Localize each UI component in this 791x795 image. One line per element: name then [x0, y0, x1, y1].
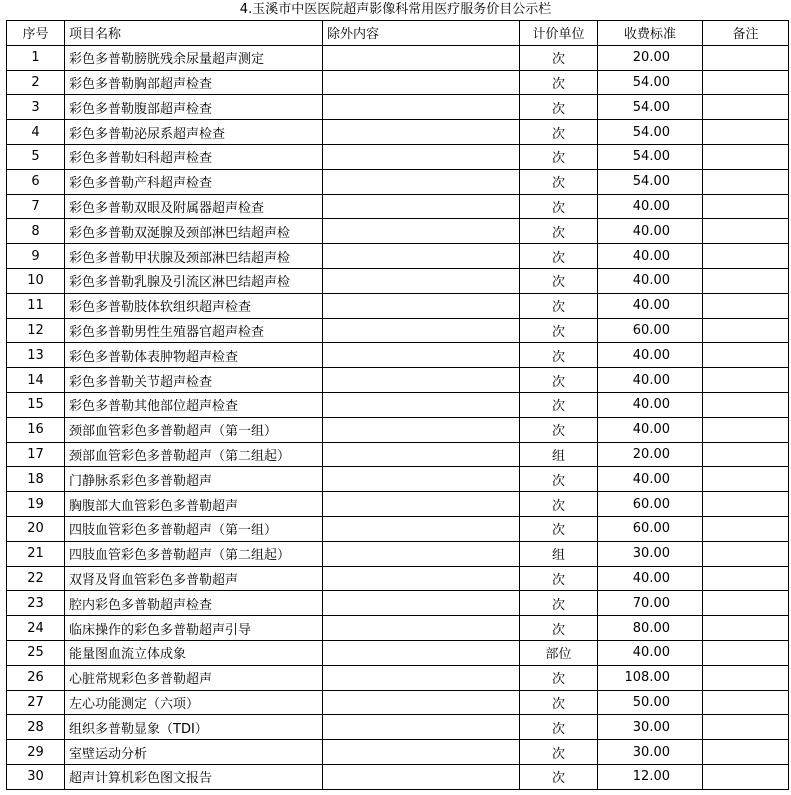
remarks	[703, 417, 789, 442]
exclusions	[323, 541, 520, 566]
remarks	[703, 516, 789, 541]
item-name: 彩色多普勒双涎腺及颈部淋巴结超声检	[65, 219, 323, 244]
item-name: 左心功能测定（六项）	[65, 690, 323, 715]
row-number: 14	[7, 368, 65, 393]
table-row	[7, 144, 789, 169]
exclusions	[323, 194, 520, 219]
row-number: 12	[7, 318, 65, 343]
item-name: 彩色多普勒关节超声检查	[65, 368, 323, 393]
table-row	[7, 343, 789, 368]
exclusions	[323, 244, 520, 269]
row-number: 27	[7, 690, 65, 715]
pricing-unit: 次	[520, 194, 598, 219]
row-number: 13	[7, 343, 65, 368]
row-number: 7	[7, 194, 65, 219]
row-number: 6	[7, 169, 65, 194]
exclusions	[323, 616, 520, 641]
exclusions	[323, 566, 520, 591]
exclusions	[323, 219, 520, 244]
item-name: 彩色多普勒体表肿物超声检查	[65, 343, 323, 368]
table-row	[7, 219, 789, 244]
table-row	[7, 45, 789, 70]
pricing-unit: 次	[520, 467, 598, 492]
row-number: 8	[7, 219, 65, 244]
fee-standard: 40.00	[598, 392, 703, 417]
item-name: 胸腹部大血管彩色多普勒超声	[65, 492, 323, 517]
pricing-unit: 次	[520, 616, 598, 641]
item-name: 彩色多普勒胸部超声检查	[65, 70, 323, 95]
remarks	[703, 45, 789, 70]
remarks	[703, 194, 789, 219]
item-name: 腔内彩色多普勒超声检查	[65, 591, 323, 616]
fee-standard: 40.00	[598, 268, 703, 293]
fee-standard: 54.00	[598, 169, 703, 194]
page-title: 4.玉溪市中医医院超声影像科常用医疗服务价目公示栏	[239, 2, 552, 17]
pricing-unit: 次	[520, 715, 598, 740]
row-number: 18	[7, 467, 65, 492]
fee-standard: 30.00	[598, 541, 703, 566]
remarks	[703, 244, 789, 269]
remarks	[703, 616, 789, 641]
pricing-unit: 次	[520, 566, 598, 591]
fee-standard: 40.00	[598, 219, 703, 244]
header-unit: 计价单位	[520, 21, 598, 46]
fee-standard: 108.00	[598, 665, 703, 690]
pricing-unit: 次	[520, 144, 598, 169]
remarks	[703, 591, 789, 616]
fee-standard: 20.00	[598, 45, 703, 70]
fee-standard: 40.00	[598, 640, 703, 665]
table-row	[7, 665, 789, 690]
fee-standard: 54.00	[598, 95, 703, 120]
fee-standard: 54.00	[598, 120, 703, 145]
fee-standard: 40.00	[598, 417, 703, 442]
pricing-unit: 次	[520, 764, 598, 789]
remarks	[703, 343, 789, 368]
table-row	[7, 467, 789, 492]
item-name: 能量图血流立体成象	[65, 640, 323, 665]
header-name: 项目名称	[65, 21, 323, 46]
item-name: 彩色多普勒男性生殖器官超声检查	[65, 318, 323, 343]
fee-standard: 12.00	[598, 764, 703, 789]
pricing-unit: 次	[520, 492, 598, 517]
exclusions	[323, 368, 520, 393]
item-name: 临床操作的彩色多普勒超声引导	[65, 616, 323, 641]
fee-standard: 70.00	[598, 591, 703, 616]
row-number: 23	[7, 591, 65, 616]
table-row	[7, 293, 789, 318]
fee-standard: 60.00	[598, 492, 703, 517]
pricing-unit: 次	[520, 120, 598, 145]
item-name: 双肾及肾血管彩色多普勒超声	[65, 566, 323, 591]
remarks	[703, 492, 789, 517]
exclusions	[323, 293, 520, 318]
exclusions	[323, 95, 520, 120]
exclusions	[323, 715, 520, 740]
pricing-unit: 组	[520, 541, 598, 566]
table-row	[7, 244, 789, 269]
remarks	[703, 268, 789, 293]
remarks	[703, 740, 789, 765]
pricing-unit: 次	[520, 690, 598, 715]
item-name: 室壁运动分析	[65, 740, 323, 765]
fee-standard: 40.00	[598, 467, 703, 492]
row-number: 3	[7, 95, 65, 120]
remarks	[703, 541, 789, 566]
exclusions	[323, 392, 520, 417]
table-row	[7, 318, 789, 343]
fee-standard: 20.00	[598, 442, 703, 467]
item-name: 彩色多普勒肢体软组织超声检查	[65, 293, 323, 318]
table-row	[7, 194, 789, 219]
remarks	[703, 665, 789, 690]
exclusions	[323, 764, 520, 789]
table-row	[7, 417, 789, 442]
fee-standard: 30.00	[598, 715, 703, 740]
pricing-unit: 次	[520, 244, 598, 269]
exclusions	[323, 591, 520, 616]
row-number: 24	[7, 616, 65, 641]
row-number: 5	[7, 144, 65, 169]
fee-standard: 40.00	[598, 293, 703, 318]
row-number: 21	[7, 541, 65, 566]
row-number: 19	[7, 492, 65, 517]
fee-standard: 80.00	[598, 616, 703, 641]
item-name: 彩色多普勒产科超声检查	[65, 169, 323, 194]
pricing-unit: 次	[520, 219, 598, 244]
fee-standard: 50.00	[598, 690, 703, 715]
fee-standard: 40.00	[598, 244, 703, 269]
pricing-unit: 次	[520, 343, 598, 368]
pricing-unit: 次	[520, 318, 598, 343]
header-row	[7, 21, 789, 46]
pricing-unit: 次	[520, 392, 598, 417]
item-name: 颈部血管彩色多普勒超声（第一组）	[65, 417, 323, 442]
table-row	[7, 70, 789, 95]
table-row	[7, 616, 789, 641]
exclusions	[323, 492, 520, 517]
exclusions	[323, 516, 520, 541]
row-number: 10	[7, 268, 65, 293]
fee-standard: 40.00	[598, 194, 703, 219]
remarks	[703, 764, 789, 789]
row-number: 20	[7, 516, 65, 541]
pricing-unit: 次	[520, 95, 598, 120]
pricing-unit: 组	[520, 442, 598, 467]
remarks	[703, 70, 789, 95]
exclusions	[323, 169, 520, 194]
fee-standard: 60.00	[598, 318, 703, 343]
item-name: 颈部血管彩色多普勒超声（第二组起）	[65, 442, 323, 467]
pricing-unit: 次	[520, 516, 598, 541]
table-row	[7, 95, 789, 120]
fee-standard: 40.00	[598, 368, 703, 393]
row-number: 25	[7, 640, 65, 665]
remarks	[703, 715, 789, 740]
item-name: 超声计算机彩色图文报告	[65, 764, 323, 789]
pricing-unit: 次	[520, 70, 598, 95]
table-row	[7, 764, 789, 789]
pricing-unit: 次	[520, 268, 598, 293]
table-row	[7, 541, 789, 566]
fee-standard: 54.00	[598, 144, 703, 169]
row-number: 1	[7, 45, 65, 70]
exclusions	[323, 740, 520, 765]
exclusions	[323, 268, 520, 293]
table-row	[7, 516, 789, 541]
remarks	[703, 690, 789, 715]
table-row	[7, 268, 789, 293]
item-name: 彩色多普勒双眼及附属器超声检查	[65, 194, 323, 219]
table-row	[7, 169, 789, 194]
remarks	[703, 442, 789, 467]
remarks	[703, 640, 789, 665]
exclusions	[323, 318, 520, 343]
table-row	[7, 715, 789, 740]
row-number: 30	[7, 764, 65, 789]
remarks	[703, 219, 789, 244]
pricing-unit: 次	[520, 417, 598, 442]
remarks	[703, 368, 789, 393]
row-number: 16	[7, 417, 65, 442]
remarks	[703, 144, 789, 169]
exclusions	[323, 45, 520, 70]
item-name: 门静脉系彩色多普勒超声	[65, 467, 323, 492]
table-row	[7, 566, 789, 591]
row-number: 17	[7, 442, 65, 467]
pricing-unit: 次	[520, 368, 598, 393]
table-row	[7, 120, 789, 145]
remarks	[703, 293, 789, 318]
exclusions	[323, 417, 520, 442]
remarks	[703, 467, 789, 492]
table-row	[7, 392, 789, 417]
exclusions	[323, 343, 520, 368]
remarks	[703, 95, 789, 120]
item-name: 彩色多普勒泌尿系超声检查	[65, 120, 323, 145]
fee-standard: 60.00	[598, 516, 703, 541]
pricing-unit: 次	[520, 740, 598, 765]
pricing-unit: 次	[520, 45, 598, 70]
table-row	[7, 740, 789, 765]
pricing-unit: 次	[520, 665, 598, 690]
fee-table	[6, 20, 789, 790]
pricing-unit: 次	[520, 293, 598, 318]
fee-standard: 54.00	[598, 70, 703, 95]
item-name: 四肢血管彩色多普勒超声（第二组起）	[65, 541, 323, 566]
row-number: 15	[7, 392, 65, 417]
row-number: 28	[7, 715, 65, 740]
item-name: 彩色多普勒腹部超声检查	[65, 95, 323, 120]
table-row	[7, 492, 789, 517]
row-number: 9	[7, 244, 65, 269]
item-name: 四肢血管彩色多普勒超声（第一组）	[65, 516, 323, 541]
header-note: 备注	[703, 21, 789, 46]
item-name: 彩色多普勒膀胱残余尿量超声测定	[65, 45, 323, 70]
header-no: 序号	[7, 21, 65, 46]
pricing-unit: 次	[520, 169, 598, 194]
fee-standard: 30.00	[598, 740, 703, 765]
table-row	[7, 591, 789, 616]
remarks	[703, 120, 789, 145]
exclusions	[323, 467, 520, 492]
row-number: 29	[7, 740, 65, 765]
row-number: 4	[7, 120, 65, 145]
header-exclusions: 除外内容	[323, 21, 520, 46]
table-row	[7, 442, 789, 467]
remarks	[703, 169, 789, 194]
item-name: 彩色多普勒妇科超声检查	[65, 144, 323, 169]
exclusions	[323, 70, 520, 95]
exclusions	[323, 690, 520, 715]
item-name: 彩色多普勒甲状腺及颈部淋巴结超声检	[65, 244, 323, 269]
pricing-unit: 部位	[520, 640, 598, 665]
exclusions	[323, 144, 520, 169]
exclusions	[323, 665, 520, 690]
exclusions	[323, 442, 520, 467]
exclusions	[323, 120, 520, 145]
remarks	[703, 392, 789, 417]
row-number: 22	[7, 566, 65, 591]
fee-standard: 40.00	[598, 343, 703, 368]
row-number: 2	[7, 70, 65, 95]
item-name: 彩色多普勒其他部位超声检查	[65, 392, 323, 417]
table-row	[7, 368, 789, 393]
remarks	[703, 318, 789, 343]
item-name: 彩色多普勒乳腺及引流区淋巴结超声检	[65, 268, 323, 293]
row-number: 26	[7, 665, 65, 690]
item-name: 心脏常规彩色多普勒超声	[65, 665, 323, 690]
exclusions	[323, 640, 520, 665]
table-row	[7, 690, 789, 715]
pricing-unit: 次	[520, 591, 598, 616]
row-number: 11	[7, 293, 65, 318]
header-price: 收费标准	[598, 21, 703, 46]
item-name: 组织多普勒显象（TDI）	[65, 715, 323, 740]
remarks	[703, 566, 789, 591]
fee-standard: 40.00	[598, 566, 703, 591]
table-row	[7, 640, 789, 665]
